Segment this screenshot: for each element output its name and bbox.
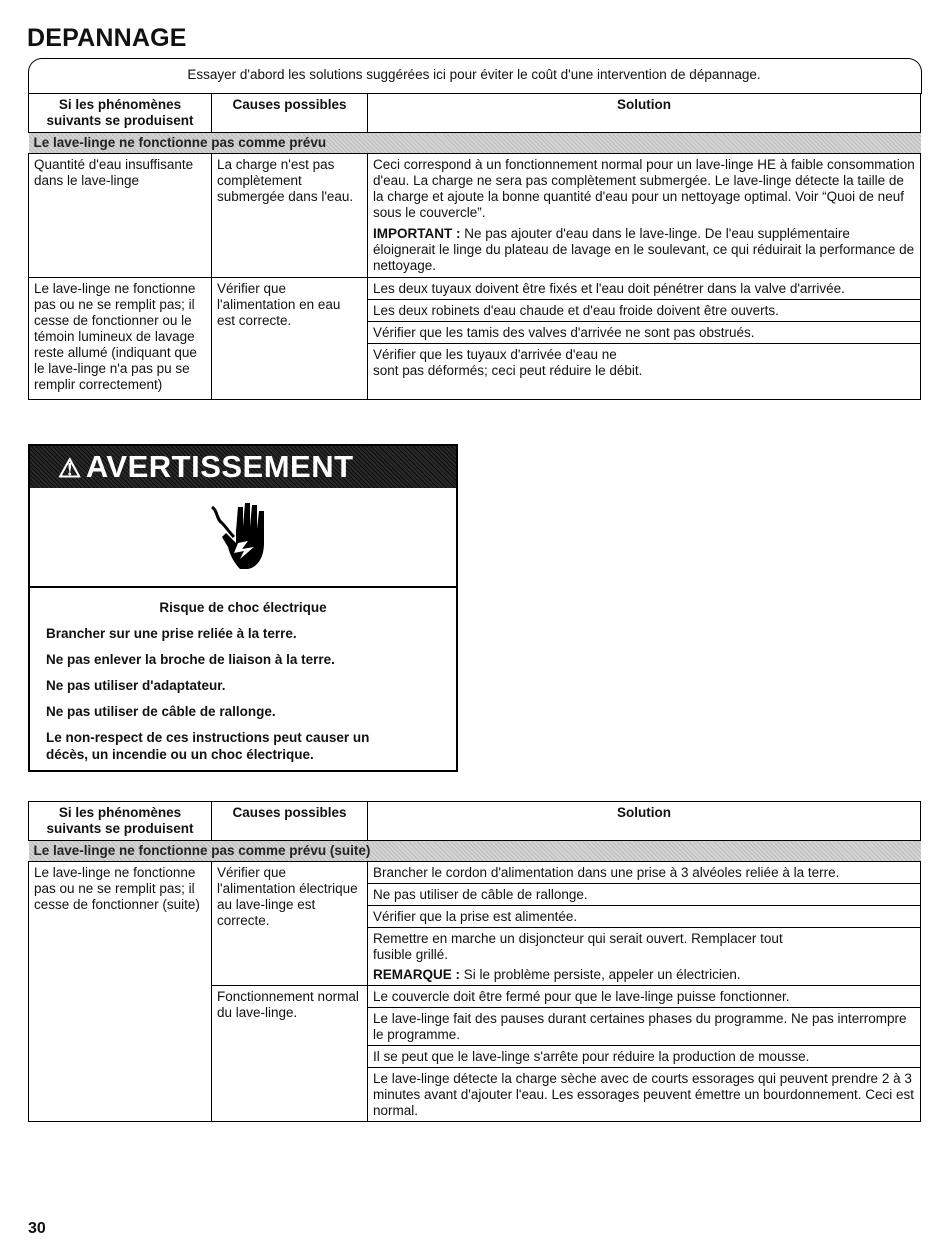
solution-item: Le couvercle doit être fermé pour que le lave-linge puisse fonctionner.	[368, 986, 920, 1008]
important-text: Ne pas ajouter d'eau dans le lave-linge. De l'eau supplémentaire éloignerait le linge du plateau de lavage en le soulevant, ce qui réduirait la performance de nettoyage.	[373, 226, 915, 273]
troubleshooting-table-1	[28, 93, 921, 400]
solution-cell	[368, 986, 921, 1122]
phenomenon-cell: Le lave-linge ne fonctionne pas ou ne se remplit pas; il cesse de fonctionner (suite)	[29, 862, 212, 1122]
header-solution: Solution	[368, 94, 921, 133]
solution-item: Le lave-linge fait des pauses durant certaines phases du programme. Ne pas interrompre le programme.	[368, 1008, 920, 1046]
warning-header	[30, 446, 456, 488]
section-title: Le lave-linge ne fonctionne pas comme prévu	[29, 133, 921, 154]
solution-item: Vérifier que les tuyaux d'arrivée d'eau ne sont pas déformés; ceci peut réduire le débit.	[373, 347, 643, 378]
header-solution: Solution	[368, 802, 921, 841]
solution-item	[368, 928, 920, 985]
warning-line: Ne pas enlever la broche de liaison à la terre.	[46, 652, 335, 667]
table-row	[29, 862, 921, 986]
table-row	[29, 278, 921, 400]
table-row	[29, 154, 921, 278]
warning-body	[30, 588, 456, 780]
section-row	[29, 841, 921, 862]
header-phenomena: Si les phénomènes suivants se produisent	[29, 94, 212, 133]
warning-line: Ne pas utiliser de câble de rallonge.	[46, 704, 276, 719]
intro-text: Essayer d'abord les solutions suggérées ici pour éviter le coût d'une intervention de dépannage.	[187, 67, 761, 82]
phenomenon-cell: Le lave-linge ne fonctionne pas ou ne se remplit pas; il cesse de fonctionner ou le témoin lumineux de lavage reste allumé (indiquant que le lave-linge n'a pas pu se remplir correctement)	[29, 278, 212, 400]
troubleshooting-table-2	[28, 801, 921, 1122]
solution-item: Le lave-linge détecte la charge sèche avec de courts essorages qui peuvent prendre 2 à 3 minutes avant d'ajouter l'eau. Les essorages peuvent émettre un bourdonnement. Ceci est normal.	[373, 1071, 914, 1118]
solution-item: Vérifier que les tamis des valves d'arrivée ne sont pas obstrués.	[368, 322, 920, 344]
warning-line: Le non-respect de ces instructions peut causer un décès, un incendie ou un choc électrique.	[46, 730, 370, 762]
page-number: 30	[28, 1220, 46, 1237]
solution-cell	[368, 862, 921, 986]
cause-cell: Vérifier que l'alimentation en eau est correcte.	[212, 278, 368, 400]
cause-cell: La charge n'est pas complètement submergée dans l'eau.	[212, 154, 368, 278]
header-phenomena: Si les phénomènes suivants se produisent	[29, 802, 212, 841]
solution-item: Les deux robinets d'eau chaude et d'eau froide doivent être ouverts.	[368, 300, 920, 322]
important-note	[373, 226, 915, 274]
table-header-row	[29, 94, 921, 133]
header-causes: Causes possibles	[212, 94, 368, 133]
solution-item: Brancher le cordon d'alimentation dans une prise à 3 alvéoles reliée à la terre.	[368, 862, 920, 884]
cause-cell: Fonctionnement normal du lave-linge.	[212, 986, 368, 1122]
important-label: IMPORTANT :	[373, 226, 461, 241]
table-header-row	[29, 802, 921, 841]
phenomenon-cell: Quantité d'eau insuffisante dans le lave-linge	[29, 154, 212, 278]
solution-item: Ne pas utiliser de câble de rallonge.	[368, 884, 920, 906]
page-title: DEPANNAGE	[27, 24, 187, 52]
section-row	[29, 133, 921, 154]
solution-text: Remettre en marche un disjoncteur qui serait ouvert. Remplacer tout fusible grillé.	[373, 931, 783, 962]
cause-cell: Vérifier que l'alimentation électrique au lave-linge est correcte.	[212, 862, 368, 986]
solution-cell	[368, 278, 921, 400]
warning-line: Brancher sur une prise reliée à la terre.	[46, 626, 297, 641]
header-causes: Causes possibles	[212, 802, 368, 841]
warning-title: AVERTISSEMENT	[85, 449, 354, 484]
section-title: Le lave-linge ne fonctionne pas comme prévu (suite)	[29, 841, 921, 862]
remark-text: Si le problème persiste, appeler un électricien.	[460, 967, 741, 982]
solution-item: Les deux tuyaux doivent être fixés et l'eau doit pénétrer dans la valve d'arrivée.	[368, 278, 920, 300]
warning-risk: Risque de choc électrique	[159, 600, 327, 615]
solution-item: Vérifier que la prise est alimentée.	[368, 906, 920, 928]
solution-cell	[368, 154, 921, 278]
warning-icon-area	[30, 488, 456, 588]
electric-shock-hand-icon	[208, 497, 278, 577]
warning-box	[28, 444, 458, 772]
solution-item: Il se peut que le lave-linge s'arrête pour réduire la production de mousse.	[368, 1046, 920, 1068]
warning-line: Ne pas utiliser d'adaptateur.	[46, 678, 226, 693]
remark-note	[373, 967, 915, 983]
warning-triangle-icon: ⚠	[58, 453, 82, 483]
solution-text: Ceci correspond à un fonctionnement normal pour un lave-linge HE à faible consommation d'eau. La charge ne sera pas complètement submergée. Le lave-linge détecte la taille de la charge et ajoute la bonne quantité d'eau pour un nettoyage optimal. Voir “Quoi de neuf sous le couvercle”.	[373, 157, 915, 220]
remark-label: REMARQUE :	[373, 967, 460, 982]
